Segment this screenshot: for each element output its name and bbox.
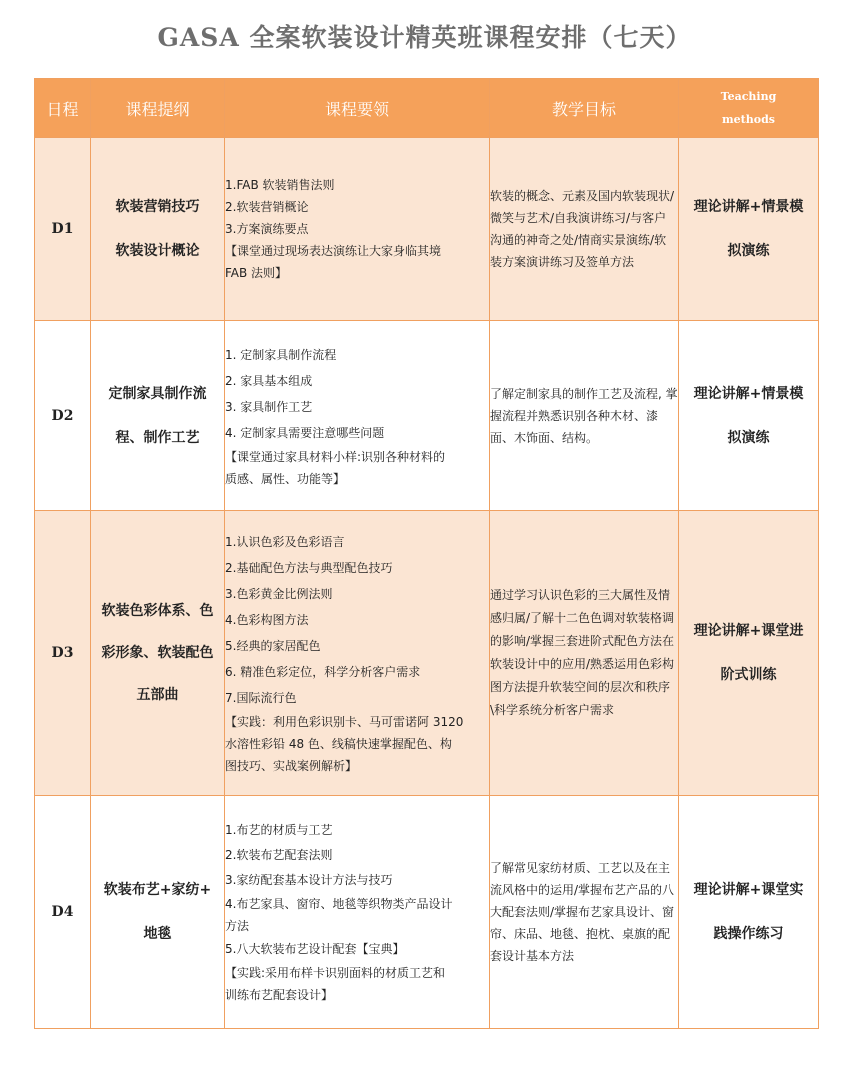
outline-cell	[91, 321, 225, 511]
point-line: 训练布艺配套设计】	[225, 988, 334, 1002]
header-outline: 课程提纲	[91, 79, 225, 138]
point-line: 1.布艺的材质与工艺	[225, 823, 333, 837]
key-points-cell	[225, 321, 490, 511]
point-line: 质感、属性、功能等】	[225, 471, 346, 486]
method-line: 理论讲解+课堂进	[693, 623, 804, 639]
header-key-points: 课程要领	[225, 79, 490, 138]
objective-cell: 软装的概念、元素及国内软装现状/微笑与艺术/自我演讲练习/与客户沟通的神奇之处/情商实景演练/软装方案演讲练习及签单方法	[490, 138, 679, 321]
outline-line: 软装布艺+家纺+	[103, 882, 212, 898]
table-row	[35, 321, 819, 511]
table-header-row	[35, 79, 819, 138]
outline-line: 程、制作工艺	[115, 429, 200, 446]
method-cell	[679, 796, 819, 1029]
table-row	[35, 796, 819, 1029]
header-objectives: 教学目标	[490, 79, 679, 138]
outline-cell	[91, 511, 225, 796]
point-line: 水溶性彩铅 48 色、线稿快速掌握配色、构	[225, 737, 452, 751]
outline-cell	[91, 138, 225, 321]
point-line: 1. 定制家具制作流程	[225, 347, 337, 362]
key-points-cell	[225, 138, 490, 321]
point-line: 图技巧、实战案例解析】	[225, 759, 358, 773]
outline-line: 软装设计概论	[115, 243, 200, 259]
method-line: 理论讲解+情景模	[693, 199, 804, 215]
point-line: 1.FAB 软装销售法则	[225, 178, 335, 192]
point-line: 【实践:采用布样卡识别面料的材质工艺和	[225, 966, 446, 980]
method-cell	[679, 511, 819, 796]
point-line: 【实践：利用色彩识别卡、马可雷诺阿 3120	[225, 715, 464, 729]
table-row	[35, 138, 819, 321]
method-line: 拟演练	[727, 243, 770, 259]
point-line: 6. 精准色彩定位，科学分析客户需求	[225, 665, 421, 679]
point-line: 4. 定制家具需要注意哪些问题	[225, 425, 385, 440]
course-schedule-table	[34, 78, 819, 1029]
point-line: 3.家纺配套基本设计方法与技巧	[225, 873, 393, 887]
key-points-cell	[225, 796, 490, 1029]
point-line: 4.色彩构图方法	[225, 613, 309, 627]
key-points-cell	[225, 511, 490, 796]
outline-cell	[91, 796, 225, 1029]
day-cell: D1	[35, 138, 91, 321]
method-line: 拟演练	[727, 429, 770, 446]
header-teaching-methods	[679, 79, 819, 138]
point-line: 方法	[225, 919, 250, 933]
point-line: 2.软装营销概论	[225, 200, 309, 214]
outline-line: 地毯	[143, 926, 172, 942]
objective-cell: 了解常见家纺材质、工艺以及在主流风格中的运用/掌握布艺产品的八大配套法则/掌握布艺家具设计、窗帘、床品、地毯、抱枕、桌旗的配套设计基本方法	[490, 796, 679, 1029]
method-line: 理论讲解+课堂实	[693, 882, 804, 898]
point-line: 2. 家具基本组成	[225, 373, 313, 388]
point-line: 【课堂通过家具材料小样:识别各种材料的	[225, 449, 446, 464]
outline-line: 五部曲	[136, 687, 179, 703]
page-title: GASA 全案软装设计精英班课程安排（七天）	[157, 23, 692, 52]
point-line: 5.经典的家居配色	[225, 639, 321, 653]
point-line: 【课堂通过现场表达演练让大家身临其境	[225, 244, 442, 258]
point-line: 3.色彩黄金比例法则	[225, 587, 333, 601]
point-line: FAB 法则】	[225, 266, 288, 280]
method-cell	[679, 138, 819, 321]
point-line: 4.布艺家具、窗帘、地毯等织物类产品设计	[225, 897, 453, 911]
objective-cell: 了解定制家具的制作工艺及流程, 掌握流程并熟悉识别各种木材、漆面、木饰面、结构。	[490, 321, 679, 511]
point-line: 5.八大软装布艺设计配套【宝典】	[225, 942, 405, 956]
outline-line: 软装色彩体系、色	[101, 603, 214, 619]
point-line: 7.国际流行色	[225, 691, 297, 705]
outline-line: 软装营销技巧	[115, 199, 200, 215]
objective-cell: 通过学习认识色彩的三大属性及情感归属/了解十二色色调对软装格调的影响/掌握三套进阶式配色方法在软装设计中的应用/熟悉运用色彩构图方法提升软装空间的层次和秩序\科学系统分析客户需求	[490, 511, 679, 796]
point-line: 2.基础配色方法与典型配色技巧	[225, 561, 393, 575]
point-line: 3. 家具制作工艺	[225, 399, 313, 414]
day-cell: D4	[35, 796, 91, 1029]
method-line: 理论讲解+情景模	[693, 385, 804, 402]
method-line: 践操作练习	[713, 926, 784, 942]
method-line: 阶式训练	[720, 667, 777, 683]
table-row	[35, 511, 819, 796]
outline-line: 彩形象、软装配色	[101, 645, 214, 661]
outline-line: 定制家具制作流	[108, 385, 207, 402]
header-methods-line2: methods	[722, 113, 775, 126]
header-methods-line1: Teaching	[720, 90, 777, 103]
point-line: 1.认识色彩及色彩语言	[225, 535, 345, 549]
point-line: 2.软装布艺配套法则	[225, 848, 333, 862]
header-schedule: 日程	[35, 79, 91, 138]
method-cell	[679, 321, 819, 511]
point-line: 3.方案演练要点	[225, 222, 309, 236]
day-cell: D3	[35, 511, 91, 796]
day-cell: D2	[35, 321, 91, 511]
